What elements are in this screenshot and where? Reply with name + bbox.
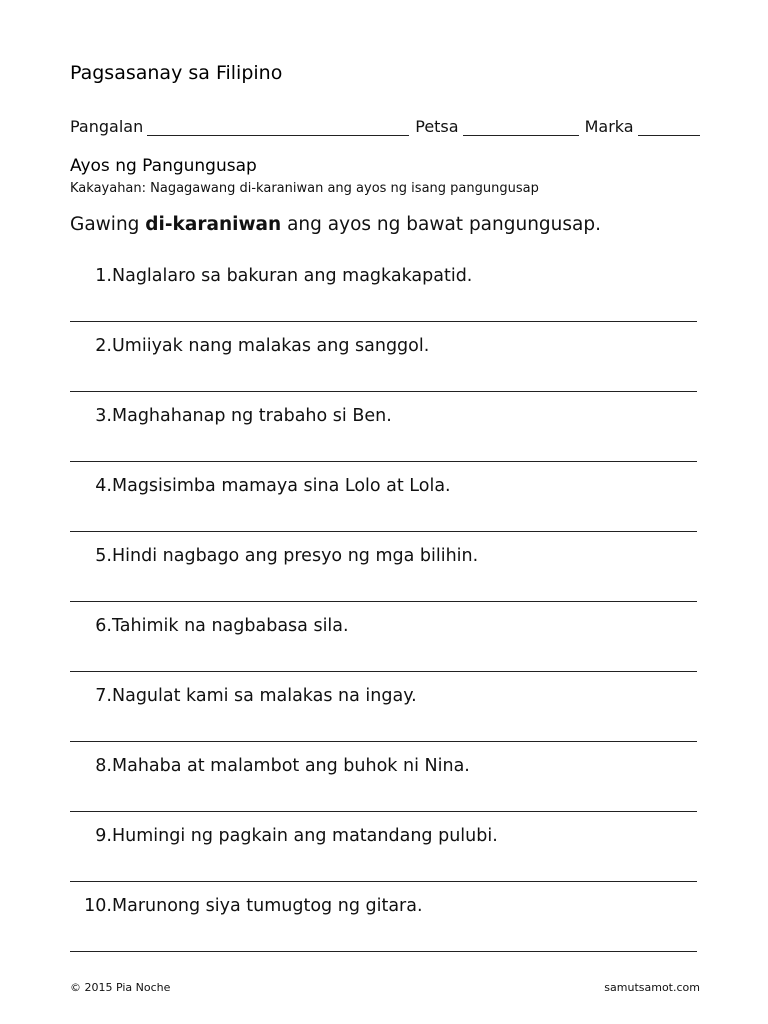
item-sentence: Hindi nagbago ang presyo ng mga bilihin. [112,546,479,566]
answer-line[interactable] [70,531,697,532]
answer-line[interactable] [70,391,697,392]
website-link[interactable]: samutsamot.com [604,981,700,994]
instructions-emphasis: di-karaniwan [145,214,282,235]
exercise-item [70,684,700,754]
answer-line[interactable] [70,671,697,672]
exercise-item [70,474,700,544]
answer-line[interactable] [70,951,697,952]
item-number: 7. [95,686,112,706]
name-label: Pangalan [70,117,144,136]
exercise-item [70,824,700,894]
instructions-before: Gawing [70,214,146,235]
instructions [70,214,601,235]
name-blank[interactable] [147,117,409,136]
item-sentence: Humingi ng pagkain ang matandang pulubi. [112,826,498,846]
grade-label: Marka [584,117,634,136]
item-number: 6. [95,616,112,636]
exercise-item [70,544,700,614]
item-number: 3. [95,406,112,426]
skill-description: Kakayahan: Nagagawang di-karaniwan ang ayos ng isang pangungusap [70,181,539,196]
item-sentence: Nagulat kami sa malakas na ingay. [112,686,417,706]
answer-line[interactable] [70,321,697,322]
item-number: 2. [95,336,112,356]
exercise-item [70,614,700,684]
answer-line[interactable] [70,601,697,602]
exercise-item [70,404,700,474]
answer-line[interactable] [70,811,697,812]
instructions-after: ang ayos ng bawat pangungusap. [281,214,602,235]
item-sentence: Maghahanap ng trabaho si Ben. [112,406,392,426]
item-number: 1. [95,266,112,286]
item-sentence: Umiiyak nang malakas ang sanggol. [112,336,430,356]
item-sentence: Magsisimba mamaya sina Lolo at Lola. [112,476,451,496]
item-number: 4. [95,476,112,496]
answer-line[interactable] [70,461,697,462]
page-title: Pagsasanay sa Filipino [70,62,283,84]
exercise-item [70,894,700,964]
copyright-notice: © 2015 Pia Noche [70,981,171,994]
header-fields [70,112,720,136]
item-number: 10. [84,896,112,916]
item-number: 5. [95,546,112,566]
exercise-item [70,334,700,404]
section-title: Ayos ng Pangungusap [70,156,257,176]
item-sentence: Mahaba at malambot ang buhok ni Nina. [112,756,470,776]
exercise-item [70,264,700,334]
date-label: Petsa [415,117,459,136]
grade-blank[interactable] [638,117,700,136]
item-number: 8. [95,756,112,776]
date-blank[interactable] [463,117,579,136]
exercise-list [70,264,700,964]
answer-line[interactable] [70,881,697,882]
item-sentence: Marunong siya tumugtog ng gitara. [112,896,423,916]
item-number: 9. [95,826,112,846]
answer-line[interactable] [70,741,697,742]
item-sentence: Naglalaro sa bakuran ang magkakapatid. [112,266,473,286]
exercise-item [70,754,700,824]
item-sentence: Tahimik na nagbabasa sila. [112,616,349,636]
